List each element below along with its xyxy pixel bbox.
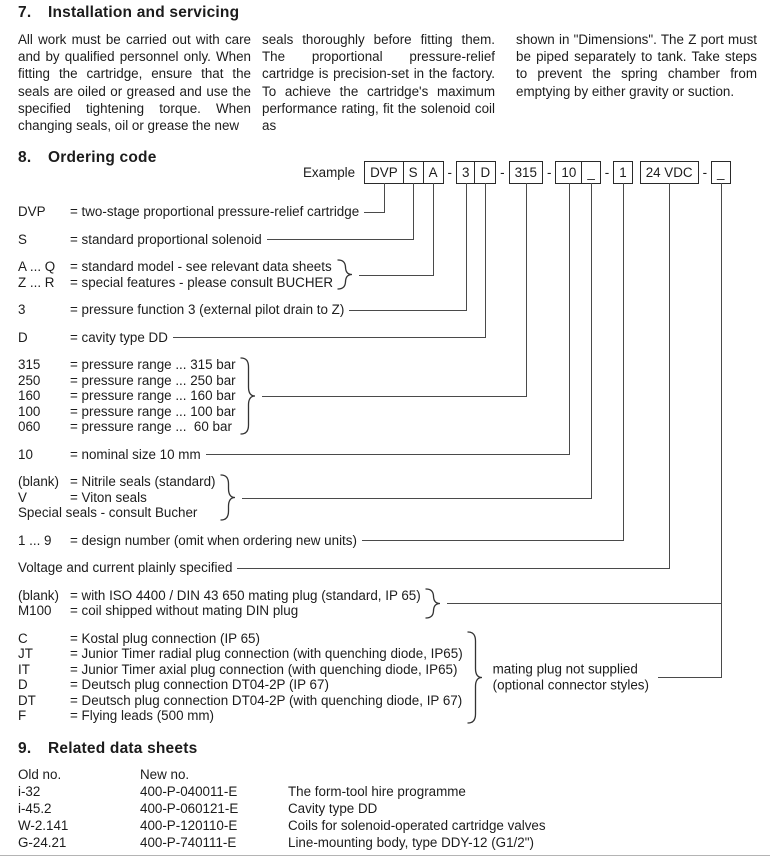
sheet-desc-cell: The form-tool hire programme [288,784,466,799]
entry-code: 3 [18,302,26,317]
code-box-group [640,161,699,184]
code-box-cell: S [403,161,424,184]
ordering-entry-line [18,474,216,490]
ordering-entry-line [18,490,216,506]
ordering-entry-line [18,533,357,549]
ordering-entry [18,259,333,290]
ordering-entry-line [18,708,463,724]
entry-text: = Flying leads (500 mm) [70,708,215,723]
code-box-cell: 24 VDC [640,161,699,184]
entry-code: 060 [18,419,41,434]
connector-line [413,183,414,240]
code-box-cell: 315 [509,161,543,184]
connector-line [669,183,670,569]
connector-line [433,183,434,276]
code-box-cell: 10 [555,161,582,184]
ordering-entry-line [18,693,463,709]
entry-text: = Deutsch plug connection DT04-2P (with quenching diode, IP 67) [70,692,463,708]
code-separator-dash: - [546,165,552,180]
connector-line [466,183,467,311]
section-title: Related data sheets [48,740,198,757]
ordering-entry [18,533,357,549]
group-brace [425,588,441,619]
sheet-desc-cell: Coils for solenoid-operated cartridge valves [288,818,546,833]
connector-line [569,183,570,455]
entry-text: = Deutsch plug connection DT04-2P (IP 67) [70,677,329,692]
new-no-header: New no. [140,767,190,782]
entry-code: F [18,708,27,723]
entry-text: = Kostal plug connection (IP 65) [70,630,260,646]
related-sheets-table [18,766,546,851]
code-box-cell: _ [581,161,600,184]
connector-line [242,498,592,499]
connector-line [173,337,486,338]
table-row [18,783,546,800]
sheet-desc-cell: Cavity type DD [288,801,378,816]
ordering-entry [18,588,421,619]
ordering-entry-line [18,677,463,693]
table-row [18,834,546,851]
entry-code: 315 [18,357,41,372]
table-header-row [18,766,546,783]
mating-plug-note-line: (optional connector styles) [492,677,649,692]
connector-line [658,677,722,678]
entry-code: DVP [18,204,46,219]
ordering-entry-line [18,302,344,318]
code-box-group [711,161,730,184]
ordering-entry-line [18,373,236,389]
entry-code: 100 [18,403,41,419]
connector-line [262,396,527,397]
group-brace [220,474,236,521]
code-box-group [456,161,496,184]
entry-text: = pressure range ... 60 bar [70,419,232,434]
ordering-entry-line [18,204,359,220]
code-separator-dash: - [702,165,708,180]
ordering-entry-line [18,631,463,647]
entry-text: = standard model - see relevant data sheets [70,259,332,274]
entry-code: 10 [18,446,33,462]
code-box-cell: D [474,161,496,184]
section-installation-heading [18,4,239,22]
ordering-example-row [303,161,731,184]
connector-line [359,275,434,276]
new-no-cell: 400-P-740111-E [140,835,237,850]
entry-text: = nominal size 10 mm [70,446,201,462]
entry-code: C [18,630,28,646]
installation-column-1: All work must be carried out with care and by qualified personnel only. When fitting the cartridge, ensure that the seals are oiled or greased and use the specified tightening torque. When changing seals, oil or grease the new [18,32,251,134]
section-number: 9. [18,740,32,757]
code-box-group [555,161,600,184]
entry-text: = pressure range ... 100 bar [70,403,236,419]
entry-text: = coil shipped without mating DIN plug [70,603,299,618]
entry-text: = Viton seals [70,489,147,505]
entry-code: A ... Q [18,259,56,274]
entry-code: 160 [18,388,41,403]
code-separator-dash: - [447,165,452,180]
ordering-entry-line [18,662,463,678]
code-box-group [509,161,543,184]
section-title: Ordering code [48,149,157,166]
section-related-heading [18,740,197,758]
ordering-entry-line [18,357,236,373]
mating-plug-note [493,662,649,693]
entry-text: Voltage and current plainly specified [18,560,233,575]
entry-code: Z ... R [18,274,55,290]
new-no-cell: 400-P-120110-E [140,818,238,833]
ordering-entry-line [18,388,236,404]
ordering-entry [18,357,236,435]
ordering-entry-line [18,330,168,346]
table-row [18,817,546,834]
entry-text: = special features - please consult BUCHER [70,274,334,290]
entry-code: M100 [18,603,52,618]
old-no-header: Old no. [18,767,62,782]
connector-line [206,454,570,455]
entry-code: 250 [18,372,41,388]
connector-line [384,183,385,213]
ordering-entry-line [18,588,421,604]
code-box-cell: DVP [364,161,404,184]
new-no-cell: 400-P-040011-E [140,784,238,799]
code-box-cell: 3 [456,161,475,184]
ordering-code-entries [18,204,649,736]
old-no-cell: W-2.141 [18,818,69,833]
ordering-entry [18,204,359,220]
old-no-cell: i-45.2 [18,801,52,816]
entry-code: (blank) [18,587,59,603]
ordering-entry [18,630,649,724]
ordering-entry [18,232,262,248]
code-box-group [364,161,443,184]
connector-line [447,603,722,604]
code-box-cell: _ [711,161,730,184]
connector-line [237,568,670,569]
connector-line [623,183,624,541]
code-box-cell: 1 [613,161,632,184]
entry-text: = pressure range ... 315 bar [70,357,236,372]
table-body [18,783,546,851]
entry-text: = with ISO 4400 / DIN 43 650 mating plug (standard, IP 65) [70,587,421,603]
ordering-entry-line [18,419,236,435]
bottom-rule [0,855,770,856]
old-no-cell: i-32 [18,784,41,799]
entry-text: = two-stage proportional pressure-relief cartridge [70,204,360,219]
ordering-entry-line [18,259,333,275]
sheet-desc-cell: Line-mounting body, type DDY-12 (G1/2") [288,835,534,850]
group-brace [240,357,256,435]
section-ordering-heading [18,149,157,167]
ordering-entry [18,302,344,318]
group-brace [337,259,353,290]
entry-text: = pressure range ... 160 bar [70,388,236,403]
ordering-entry-line [18,505,216,521]
entry-text: = cavity type DD [70,329,168,345]
entry-code: D [18,329,28,345]
entry-code: (blank) [18,474,59,489]
code-separator-dash: - [500,165,505,180]
connector-line [526,183,527,397]
entry-text: = Nitrile seals (standard) [70,474,216,489]
entry-code: JT [18,646,33,661]
table-row [18,800,546,817]
ordering-entry [18,474,216,521]
connector-line [267,239,414,240]
entry-text: = design number (omit when ordering new units) [70,532,357,548]
group-brace [467,631,483,724]
section-number: 7. [18,4,32,21]
code-separator-dash: - [604,165,610,180]
entry-code: IT [18,661,30,677]
old-no-cell: G-24.21 [18,835,67,850]
ordering-entry-line [18,560,232,576]
ordering-entry-line [18,603,421,619]
connector-line [721,183,722,678]
connector-line [591,183,592,499]
entry-code: DT [18,692,36,708]
code-box-cell: A [423,161,444,184]
section-title: Installation and servicing [48,4,240,21]
entry-text: = Junior Timer axial plug connection (with quenching diode, IP65) [70,661,458,677]
installation-column-2: seals thoroughly before fitting them. The proportional pressure-relief cartridge is precision-set in the factory. To achieve the cartridge's maximum performance rating, fit the solenoid coil as [262,32,495,134]
ordering-code-boxes [364,161,730,184]
ordering-entry-line [18,275,333,291]
entry-code: S [18,231,27,247]
ordering-entry-line [18,646,463,662]
ordering-entry [18,560,232,576]
entry-text: = pressure function 3 (external pilot drain to Z) [70,302,345,317]
section-number: 8. [18,149,32,166]
mating-plug-note-line: mating plug not supplied [492,661,638,677]
ordering-entry-line [18,232,262,248]
connector-line [349,310,467,311]
connector-line [362,540,624,541]
code-box-group [613,161,632,184]
ordering-entry [18,447,201,463]
entry-text: = standard proportional solenoid [70,231,262,247]
connector-line [485,183,486,338]
entry-code: D [18,677,28,692]
installation-column-3: shown in "Dimensions". The Z port must be piped separately to tank. Take steps to prevent the spring chamber from emptying by either gravity or suction. [516,32,757,99]
entry-code: V [18,489,27,505]
entry-text: = Junior Timer radial plug connection (with quenching diode, IP65) [70,646,463,661]
ordering-example-label: Example [303,165,356,180]
entry-code: 1 ... 9 [18,532,52,548]
ordering-entry-line [18,404,236,420]
ordering-entry-line [18,447,201,463]
new-no-cell: 400-P-060121-E [140,801,239,816]
ordering-entry [18,330,168,346]
connector-line [364,212,385,213]
entry-text: Special seals - consult Bucher [18,505,198,520]
entry-text: = pressure range ... 250 bar [70,372,236,388]
